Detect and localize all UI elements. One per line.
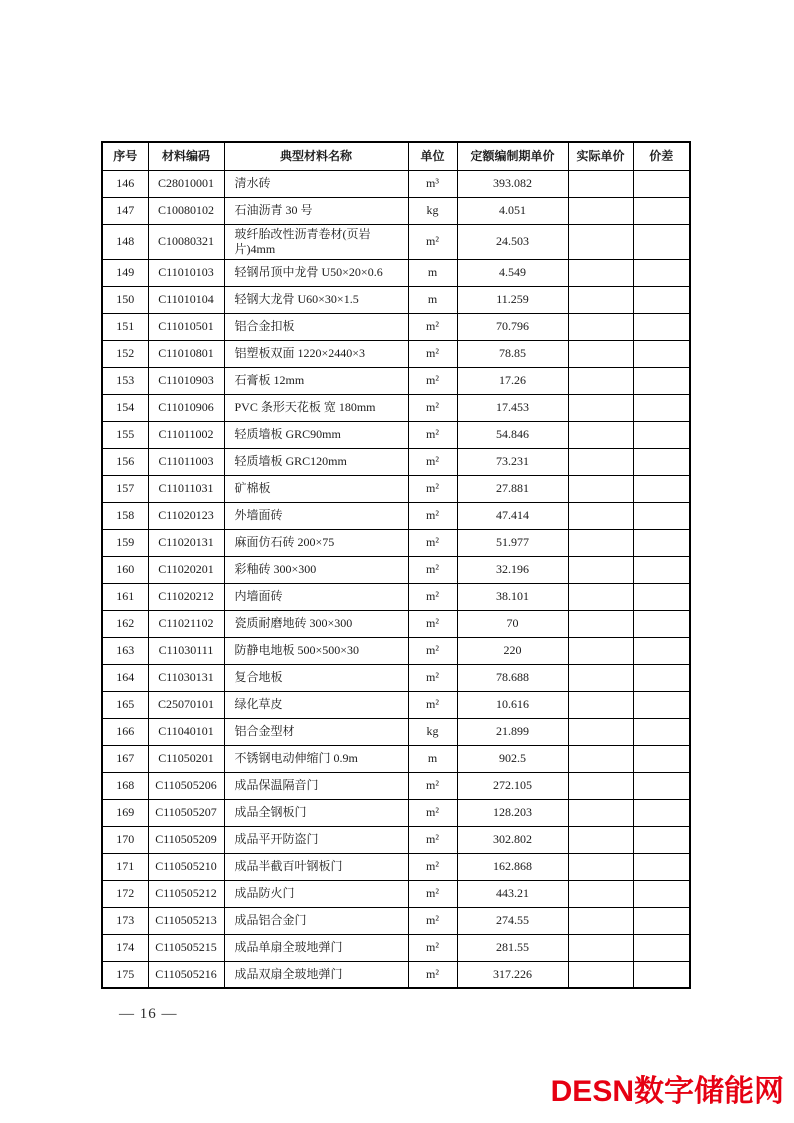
actual-price-cell [568,826,633,853]
row-index-cell: 167 [102,745,148,772]
row-index-cell: 173 [102,907,148,934]
row-index-cell: 157 [102,475,148,502]
price-diff-cell [633,961,690,988]
material-code-cell: C110505216 [148,961,224,988]
table-row [102,718,690,745]
table-row [102,772,690,799]
quota-price-cell: 302.802 [457,826,568,853]
material-name-cell: 清水砖 [224,170,408,197]
quota-price-cell: 10.616 [457,691,568,718]
material-name-cell: 轻质墙板 GRC90mm [224,421,408,448]
table-row [102,880,690,907]
price-diff-cell [633,637,690,664]
table-row [102,502,690,529]
unit-cell: m² [408,799,457,826]
quota-price-cell: 17.453 [457,394,568,421]
actual-price-cell [568,799,633,826]
quota-price-cell: 32.196 [457,556,568,583]
table-row [102,313,690,340]
unit-cell: m² [408,853,457,880]
material-code-cell: C110505210 [148,853,224,880]
table-row [102,224,690,259]
actual-price-cell [568,367,633,394]
material-name-cell: 轻钢吊顶中龙骨 U50×20×0.6 [224,259,408,286]
table-row [102,367,690,394]
material-name-cell: 石膏板 12mm [224,367,408,394]
material-name-cell: 石油沥青 30 号 [224,197,408,224]
price-diff-cell [633,853,690,880]
row-index-cell: 163 [102,637,148,664]
material-name-cell: 轻质墙板 GRC120mm [224,448,408,475]
row-index-cell: 171 [102,853,148,880]
unit-cell: m² [408,772,457,799]
price-diff-cell [633,421,690,448]
unit-cell: m² [408,691,457,718]
material-name-cell: 铝合金型材 [224,718,408,745]
quota-price-cell: 128.203 [457,799,568,826]
material-code-cell: C25070101 [148,691,224,718]
material-name-cell: 成品平开防盗门 [224,826,408,853]
unit-cell: m² [408,664,457,691]
materials-table-body [102,170,690,988]
actual-price-cell [568,610,633,637]
price-diff-cell [633,583,690,610]
unit-cell: m² [408,934,457,961]
price-diff-cell [633,259,690,286]
table-row [102,799,690,826]
price-diff-cell [633,610,690,637]
quota-price-cell: 24.503 [457,224,568,259]
actual-price-cell [568,259,633,286]
material-name-cell: 成品双扇全玻地弹门 [224,961,408,988]
price-diff-cell [633,664,690,691]
price-diff-cell [633,745,690,772]
price-diff-cell [633,880,690,907]
quota-price-cell: 272.105 [457,772,568,799]
actual-price-cell [568,853,633,880]
material-name-cell: 铝塑板双面 1220×2440×3 [224,340,408,367]
price-diff-cell [633,313,690,340]
material-name-cell: 铝合金扣板 [224,313,408,340]
material-name-cell: 成品铝合金门 [224,907,408,934]
row-index-cell: 175 [102,961,148,988]
price-diff-cell [633,691,690,718]
material-code-cell: C110505212 [148,880,224,907]
price-diff-cell [633,934,690,961]
header-actual-price: 实际单价 [568,142,633,170]
quota-price-cell: 78.85 [457,340,568,367]
material-name-cell: 彩釉砖 300×300 [224,556,408,583]
material-name-cell: 瓷质耐磨地砖 300×300 [224,610,408,637]
header-row-index: 序号 [102,142,148,170]
quota-price-cell: 47.414 [457,502,568,529]
header-material-code: 材料编码 [148,142,224,170]
row-index-cell: 153 [102,367,148,394]
material-code-cell: C11010103 [148,259,224,286]
price-diff-cell [633,286,690,313]
material-name-cell: PVC 条形天花板 宽 180mm [224,394,408,421]
actual-price-cell [568,502,633,529]
row-index-cell: 168 [102,772,148,799]
material-code-cell: C10080321 [148,224,224,259]
quota-price-cell: 11.259 [457,286,568,313]
row-index-cell: 166 [102,718,148,745]
table-row [102,583,690,610]
unit-cell: m [408,259,457,286]
material-code-cell: C11011002 [148,421,224,448]
actual-price-cell [568,394,633,421]
unit-cell: m² [408,502,457,529]
quota-price-cell: 162.868 [457,853,568,880]
quota-price-cell: 220 [457,637,568,664]
price-diff-cell [633,394,690,421]
row-index-cell: 152 [102,340,148,367]
header-material-name: 典型材料名称 [224,142,408,170]
actual-price-cell [568,170,633,197]
price-diff-cell [633,529,690,556]
material-code-cell: C110505215 [148,934,224,961]
unit-cell: m [408,745,457,772]
actual-price-cell [568,224,633,259]
table-row [102,421,690,448]
material-name-cell: 成品单扇全玻地弹门 [224,934,408,961]
price-diff-cell [633,502,690,529]
actual-price-cell [568,313,633,340]
material-code-cell: C11030111 [148,637,224,664]
row-index-cell: 154 [102,394,148,421]
quota-price-cell: 78.688 [457,664,568,691]
price-diff-cell [633,799,690,826]
material-name-cell: 轻钢大龙骨 U60×30×1.5 [224,286,408,313]
row-index-cell: 169 [102,799,148,826]
price-diff-cell [633,224,690,259]
quota-price-cell: 4.549 [457,259,568,286]
actual-price-cell [568,907,633,934]
price-diff-cell [633,340,690,367]
quota-price-cell: 73.231 [457,448,568,475]
actual-price-cell [568,691,633,718]
unit-cell: kg [408,718,457,745]
quota-price-cell: 54.846 [457,421,568,448]
table-row [102,394,690,421]
actual-price-cell [568,637,633,664]
table-row [102,853,690,880]
actual-price-cell [568,880,633,907]
unit-cell: m² [408,529,457,556]
unit-cell: m² [408,224,457,259]
unit-cell: m² [408,475,457,502]
row-index-cell: 159 [102,529,148,556]
table-header-row [102,142,690,170]
unit-cell: m² [408,313,457,340]
row-index-cell: 158 [102,502,148,529]
actual-price-cell [568,934,633,961]
material-code-cell: C28010001 [148,170,224,197]
unit-cell: m² [408,448,457,475]
table-row [102,197,690,224]
actual-price-cell [568,961,633,988]
unit-cell: m² [408,907,457,934]
actual-price-cell [568,583,633,610]
header-unit: 单位 [408,142,457,170]
table-row [102,170,690,197]
material-name-cell: 成品保温隔音门 [224,772,408,799]
row-index-cell: 151 [102,313,148,340]
row-index-cell: 165 [102,691,148,718]
table-row [102,961,690,988]
material-name-cell: 外墙面砖 [224,502,408,529]
row-index-cell: 162 [102,610,148,637]
row-index-cell: 174 [102,934,148,961]
material-code-cell: C11010906 [148,394,224,421]
row-index-cell: 146 [102,170,148,197]
price-diff-cell [633,197,690,224]
table-row [102,637,690,664]
material-code-cell: C10080102 [148,197,224,224]
actual-price-cell [568,556,633,583]
price-diff-cell [633,448,690,475]
quota-price-cell: 70.796 [457,313,568,340]
row-index-cell: 170 [102,826,148,853]
material-name-cell: 绿化草皮 [224,691,408,718]
row-index-cell: 164 [102,664,148,691]
material-name-cell: 矿棉板 [224,475,408,502]
quota-price-cell: 902.5 [457,745,568,772]
actual-price-cell [568,286,633,313]
material-code-cell: C11030131 [148,664,224,691]
material-code-cell: C11021102 [148,610,224,637]
actual-price-cell [568,745,633,772]
actual-price-cell [568,421,633,448]
material-code-cell: C11040101 [148,718,224,745]
table-row [102,259,690,286]
material-code-cell: C11010903 [148,367,224,394]
material-code-cell: C11010801 [148,340,224,367]
unit-cell: m² [408,583,457,610]
unit-cell: m² [408,610,457,637]
unit-cell: m³ [408,170,457,197]
material-code-cell: C110505206 [148,772,224,799]
unit-cell: m² [408,880,457,907]
row-index-cell: 147 [102,197,148,224]
price-diff-cell [633,475,690,502]
unit-cell: m² [408,340,457,367]
quota-price-cell: 51.977 [457,529,568,556]
material-name-cell: 防静电地板 500×500×30 [224,637,408,664]
material-code-cell: C11011003 [148,448,224,475]
material-code-cell: C110505209 [148,826,224,853]
unit-cell: kg [408,197,457,224]
quota-price-cell: 38.101 [457,583,568,610]
table-row [102,664,690,691]
material-name-cell: 复合地板 [224,664,408,691]
unit-cell: m² [408,421,457,448]
table-row [102,826,690,853]
watermark-logo: DESN数字储能网 [550,1075,784,1108]
price-diff-cell [633,772,690,799]
row-index-cell: 155 [102,421,148,448]
materials-price-table [101,141,689,989]
price-diff-cell [633,718,690,745]
quota-price-cell: 27.881 [457,475,568,502]
materials-table [101,141,691,989]
quota-price-cell: 317.226 [457,961,568,988]
unit-cell: m [408,286,457,313]
material-name-cell: 成品半截百叶钢板门 [224,853,408,880]
actual-price-cell [568,197,633,224]
header-quota-price: 定额编制期单价 [457,142,568,170]
unit-cell: m² [408,367,457,394]
quota-price-cell: 21.899 [457,718,568,745]
quota-price-cell: 4.051 [457,197,568,224]
row-index-cell: 148 [102,224,148,259]
material-name-cell: 成品防火门 [224,880,408,907]
table-row [102,610,690,637]
material-code-cell: C11020131 [148,529,224,556]
material-code-cell: C11010501 [148,313,224,340]
table-row [102,286,690,313]
actual-price-cell [568,529,633,556]
row-index-cell: 172 [102,880,148,907]
actual-price-cell [568,475,633,502]
material-code-cell: C110505213 [148,907,224,934]
material-name-cell: 玻纤胎改性沥青卷材(页岩片)4mm [224,224,408,259]
actual-price-cell [568,448,633,475]
table-row [102,529,690,556]
material-code-cell: C11050201 [148,745,224,772]
material-code-cell: C11020201 [148,556,224,583]
material-code-cell: C11011031 [148,475,224,502]
table-row [102,691,690,718]
quota-price-cell: 281.55 [457,934,568,961]
page-number: — 16 — [119,1006,178,1022]
table-row [102,745,690,772]
price-diff-cell [633,826,690,853]
unit-cell: m² [408,826,457,853]
material-name-cell: 内墙面砖 [224,583,408,610]
price-diff-cell [633,367,690,394]
material-code-cell: C11020212 [148,583,224,610]
row-index-cell: 161 [102,583,148,610]
material-code-cell: C11020123 [148,502,224,529]
material-name-cell: 麻面仿石砖 200×75 [224,529,408,556]
unit-cell: m² [408,394,457,421]
material-code-cell: C11010104 [148,286,224,313]
unit-cell: m² [408,961,457,988]
quota-price-cell: 393.082 [457,170,568,197]
actual-price-cell [568,340,633,367]
header-price-diff: 价差 [633,142,690,170]
row-index-cell: 156 [102,448,148,475]
table-row [102,556,690,583]
row-index-cell: 150 [102,286,148,313]
quota-price-cell: 274.55 [457,907,568,934]
actual-price-cell [568,772,633,799]
actual-price-cell [568,718,633,745]
price-diff-cell [633,556,690,583]
table-row [102,340,690,367]
row-index-cell: 160 [102,556,148,583]
quota-price-cell: 70 [457,610,568,637]
quota-price-cell: 443.21 [457,880,568,907]
row-index-cell: 149 [102,259,148,286]
material-code-cell: C110505207 [148,799,224,826]
unit-cell: m² [408,556,457,583]
table-row [102,448,690,475]
quota-price-cell: 17.26 [457,367,568,394]
price-diff-cell [633,170,690,197]
material-name-cell: 成品全钢板门 [224,799,408,826]
actual-price-cell [568,664,633,691]
table-row [102,475,690,502]
table-row [102,907,690,934]
table-row [102,934,690,961]
material-name-cell: 不锈钢电动伸缩门 0.9m [224,745,408,772]
price-diff-cell [633,907,690,934]
unit-cell: m² [408,637,457,664]
